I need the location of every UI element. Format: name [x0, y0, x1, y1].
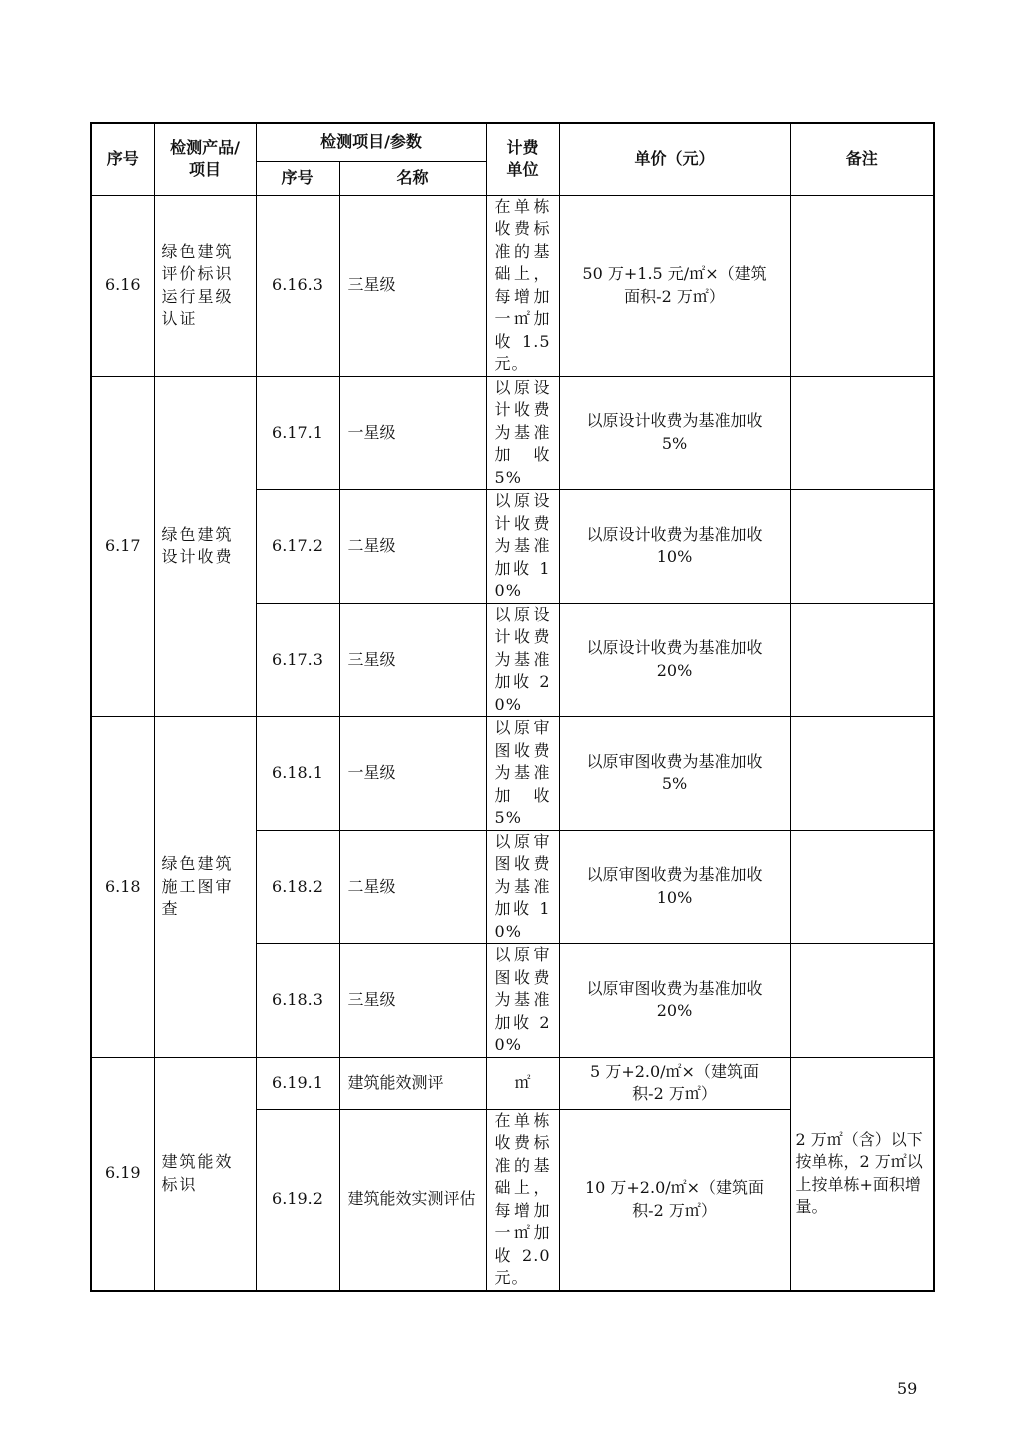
item-name: 建筑能效测评: [339, 1057, 486, 1109]
item-note: [790, 717, 934, 831]
item-unit: 以原设计收费为基准加收 5%: [486, 376, 559, 490]
item-seq: 6.17.2: [256, 490, 339, 604]
header-seq: 序号: [91, 123, 154, 195]
item-note: [790, 944, 934, 1058]
row-note: 2 万㎡（含）以下按单栋，2 万㎡以上按单栋+面积增量。: [790, 1057, 934, 1291]
item-name: 一星级: [339, 717, 486, 831]
item-unit: 在单栋收费标准的基础上，每增加一㎡加收 2.0 元。: [486, 1109, 559, 1291]
header-product: 检测产品/项目: [154, 123, 256, 195]
row-product: 绿色建筑设计收费: [154, 376, 256, 717]
header-item-group: 检测项目/参数: [256, 123, 486, 161]
item-price: 以原审图收费为基准加收 10%: [559, 830, 790, 944]
item-unit: 以原设计收费为基准加收 10%: [486, 490, 559, 604]
item-note: [790, 830, 934, 944]
item-seq: 6.19.1: [256, 1057, 339, 1109]
table-row: [91, 195, 934, 376]
item-unit: 以原审图收费为基准加收 5%: [486, 717, 559, 831]
item-seq: 6.19.2: [256, 1109, 339, 1291]
item-name: 二星级: [339, 490, 486, 604]
item-seq: 6.17.3: [256, 603, 339, 717]
table-row: [91, 717, 934, 831]
row-seq: 6.17: [91, 376, 154, 717]
item-unit: 以原审图收费为基准加收 10%: [486, 830, 559, 944]
item-price: 以原设计收费为基准加收 20%: [559, 603, 790, 717]
item-note: [790, 195, 934, 376]
item-name: 三星级: [339, 603, 486, 717]
item-note: [790, 376, 934, 490]
row-product: 绿色建筑施工图审查: [154, 717, 256, 1058]
item-unit: ㎡: [486, 1057, 559, 1109]
item-note: [790, 490, 934, 604]
item-seq: 6.18.2: [256, 830, 339, 944]
item-price: 以原设计收费为基准加收 10%: [559, 490, 790, 604]
item-price: 以原设计收费为基准加收 5%: [559, 376, 790, 490]
item-price: 5 万+2.0/㎡×（建筑面积-2 万㎡）: [559, 1057, 790, 1109]
item-price: 10 万+2.0/㎡×（建筑面积-2 万㎡）: [559, 1109, 790, 1291]
item-seq: 6.16.3: [256, 195, 339, 376]
item-note: [790, 603, 934, 717]
item-name: 一星级: [339, 376, 486, 490]
header-row-1: [91, 123, 934, 161]
page-number: 59: [897, 1379, 918, 1398]
table-row: [91, 1057, 934, 1109]
row-seq: 6.19: [91, 1057, 154, 1291]
row-product: 建筑能效标识: [154, 1057, 256, 1291]
item-price: 以原审图收费为基准加收 5%: [559, 717, 790, 831]
item-seq: 6.17.1: [256, 376, 339, 490]
header-unit: 计费单位: [486, 123, 559, 195]
table-row: [91, 376, 934, 490]
header-item-name: 名称: [339, 161, 486, 195]
item-unit: 以原设计收费为基准加收 20%: [486, 603, 559, 717]
header-price: 单价（元）: [559, 123, 790, 195]
row-product: 绿色建筑评价标识运行星级认证: [154, 195, 256, 376]
item-name: 三星级: [339, 944, 486, 1058]
item-seq: 6.18.3: [256, 944, 339, 1058]
item-price: 50 万+1.5 元/㎡×（建筑面积-2 万㎡）: [559, 195, 790, 376]
header-note: 备注: [790, 123, 934, 195]
row-seq: 6.16: [91, 195, 154, 376]
item-name: 二星级: [339, 830, 486, 944]
header-item-seq: 序号: [256, 161, 339, 195]
item-unit: 以原审图收费为基准加收 20%: [486, 944, 559, 1058]
item-name: 建筑能效实测评估: [339, 1109, 486, 1291]
row-seq: 6.18: [91, 717, 154, 1058]
item-unit: 在单栋收费标准的基础上，每增加一㎡加收 1.5 元。: [486, 195, 559, 376]
item-price: 以原审图收费为基准加收 20%: [559, 944, 790, 1058]
item-seq: 6.18.1: [256, 717, 339, 831]
fee-table: [90, 122, 935, 1292]
item-name: 三星级: [339, 195, 486, 376]
